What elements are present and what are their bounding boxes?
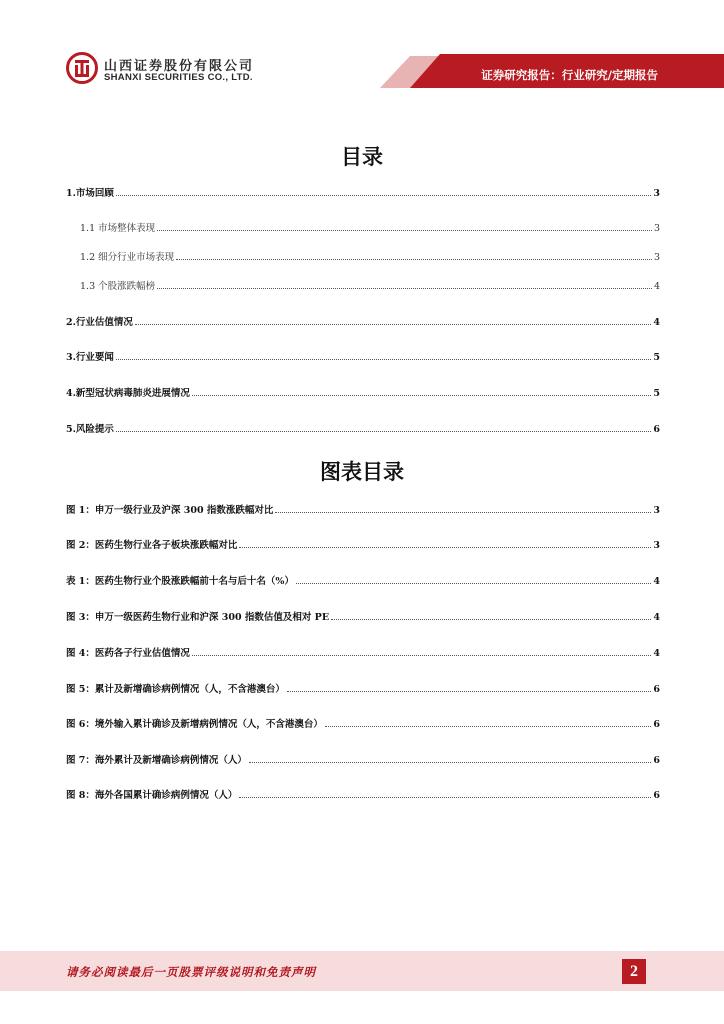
- toc-entry[interactable]: [66, 188, 660, 200]
- figure-entry-text: 图 2：医药生物行业各子板块涨跌幅对比: [66, 540, 238, 551]
- figure-entry[interactable]: [66, 505, 660, 517]
- toc-entry-text: 2.行业估值情况: [66, 317, 133, 328]
- figure-entry-page: 3: [653, 540, 660, 551]
- toc-entry[interactable]: [66, 388, 660, 400]
- leader-dots: [135, 324, 651, 325]
- figure-entry[interactable]: [66, 576, 660, 588]
- toc-entry-page: 3: [653, 252, 660, 263]
- toc-entry[interactable]: [80, 281, 660, 293]
- toc-entry-page: 5: [653, 352, 660, 363]
- leader-dots: [192, 655, 651, 656]
- toc-entry-page: 6: [653, 424, 660, 435]
- figure-entry-page: 4: [653, 576, 660, 587]
- page-footer: [0, 951, 724, 991]
- figure-entry-text: 图 7：海外累计及新增确诊病例情况（人）: [66, 755, 247, 766]
- page-number: 2: [622, 959, 646, 984]
- figure-entry[interactable]: [66, 719, 660, 731]
- toc-entry-text: 1.2 细分行业市场表现: [80, 252, 175, 263]
- figure-entry-page: 3: [653, 505, 660, 516]
- figure-entry-page: 4: [653, 612, 660, 623]
- leader-dots: [249, 762, 651, 763]
- figure-entry-text: 图 1：申万一级行业及沪深 300 指数涨跌幅对比: [66, 505, 274, 516]
- figure-entry-page: 6: [653, 790, 660, 801]
- leader-dots: [239, 547, 651, 548]
- page-header: [0, 0, 724, 100]
- figure-entry[interactable]: [66, 790, 660, 802]
- figure-entry[interactable]: [66, 612, 660, 624]
- toc-entry-text: 1.3 个股涨跌幅榜: [80, 281, 156, 292]
- leader-dots: [296, 583, 651, 584]
- figure-entry[interactable]: [66, 648, 660, 660]
- report-type: 证券研究报告：行业研究/定期报告: [481, 68, 658, 82]
- figure-entry-text: 图 8：海外各国累计确诊病例情况（人）: [66, 790, 238, 801]
- figure-entry[interactable]: [66, 684, 660, 696]
- figure-entry-page: 6: [653, 755, 660, 766]
- company-logo-icon: [66, 52, 98, 84]
- leader-dots: [157, 230, 652, 231]
- figure-entry-page: 6: [653, 684, 660, 695]
- leader-dots: [239, 797, 651, 798]
- toc-entry[interactable]: [80, 252, 660, 264]
- toc-entry-text: 1.市场回顾: [66, 188, 114, 199]
- toc-entry[interactable]: [80, 223, 660, 235]
- leader-dots: [192, 395, 651, 396]
- toc-entry[interactable]: [66, 317, 660, 329]
- toc-entry-text: 5.风险提示: [66, 424, 114, 435]
- leader-dots: [287, 691, 651, 692]
- figure-entry-page: 4: [653, 648, 660, 659]
- leader-dots: [157, 288, 652, 289]
- company-name-en: SHANXI SECURITIES CO., LTD.: [104, 72, 253, 83]
- leader-dots: [325, 726, 651, 727]
- figures-title: 图表目录: [320, 460, 404, 484]
- leader-dots: [116, 431, 651, 432]
- leader-dots: [275, 512, 651, 513]
- leader-dots: [176, 259, 652, 260]
- figure-entry[interactable]: [66, 540, 660, 552]
- toc-entry-text: 4.新型冠状病毒肺炎进展情况: [66, 388, 190, 399]
- toc-entry[interactable]: [66, 352, 660, 364]
- company-name-cn: 山西证券股份有限公司: [104, 59, 255, 74]
- figure-entry[interactable]: [66, 755, 660, 767]
- toc-entry-page: 5: [653, 388, 660, 399]
- figure-entry-text: 图 4：医药各子行业估值情况: [66, 648, 190, 659]
- figure-entry-text: 表 1：医药生物行业个股涨跌幅前十名与后十名（%）: [66, 576, 294, 587]
- figure-entry-text: 图 5：累计及新增确诊病例情况（人，不含港澳台）: [66, 684, 285, 695]
- leader-dots: [116, 359, 651, 360]
- toc-entry-page: 4: [653, 317, 660, 328]
- toc-entry[interactable]: [66, 424, 660, 436]
- toc-entry-page: 3: [653, 223, 660, 234]
- figure-entry-text: 图 6：境外输入累计确诊及新增病例情况（人，不含港澳台）: [66, 719, 323, 730]
- toc-title: 目录: [341, 145, 383, 169]
- figure-entry-page: 6: [653, 719, 660, 730]
- leader-dots: [331, 619, 651, 620]
- toc-entry-page: 3: [653, 188, 660, 199]
- footer-disclaimer: 请务必阅读最后一页股票评级说明和免责声明: [66, 965, 316, 979]
- toc-entry-text: 1.1 市场整体表现: [80, 223, 156, 234]
- figure-entry-text: 图 3：申万一级医药生物行业和沪深 300 指数估值及相对 PE: [66, 612, 330, 623]
- toc-entry-text: 3.行业要闻: [66, 352, 114, 363]
- leader-dots: [116, 195, 651, 196]
- toc-entry-page: 4: [653, 281, 660, 292]
